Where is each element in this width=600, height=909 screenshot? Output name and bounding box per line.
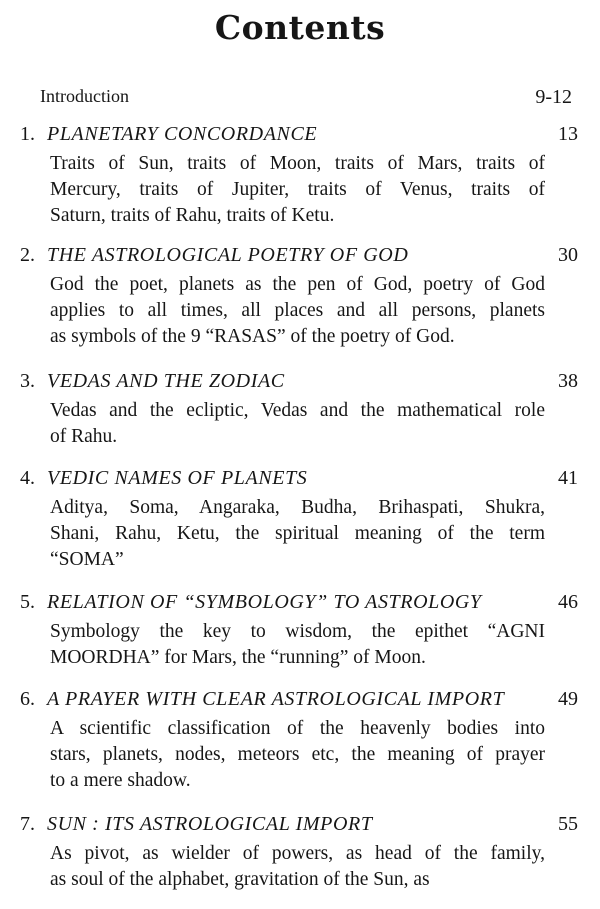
description-line: Shani, Rahu, Ketu, the spiritual meaning of the term — [50, 523, 545, 544]
page-title: Contents — [214, 8, 386, 47]
entry-number: 6. — [20, 688, 35, 710]
entry-page: 41 — [558, 467, 578, 489]
entry-description — [50, 151, 545, 229]
description-line: as soul of the alphabet, gravitation of the Sun, as — [50, 869, 430, 890]
introduction-label: Introduction — [40, 86, 129, 106]
entry-description — [50, 495, 545, 573]
entry-description — [50, 272, 545, 350]
entry-title: SUN : ITS ASTROLOGICAL IMPORT — [47, 813, 373, 835]
entry-number: 4. — [20, 467, 35, 489]
entry-title: VEDIC NAMES OF PLANETS — [47, 467, 308, 489]
description-line: As pivot, as wielder of powers, as head of the family, — [50, 843, 545, 864]
entry-number: 1. — [20, 123, 35, 145]
entry-description — [50, 716, 545, 794]
entry-description — [50, 841, 545, 893]
description-line: MOORDHA” for Mars, the “running” of Moon. — [50, 647, 426, 668]
description-line: Symbology the key to wisdom, the epithet “AGNI — [50, 621, 545, 642]
description-line: A scientific classification of the heavenly bodies into — [50, 718, 545, 739]
entry-page: 38 — [558, 370, 578, 392]
entry-page: 13 — [558, 123, 578, 145]
description-line: to a mere shadow. — [50, 770, 191, 791]
entry-page: 49 — [558, 688, 578, 710]
entry-number: 3. — [20, 370, 35, 392]
entry-page: 46 — [558, 591, 578, 613]
entry-title: A PRAYER WITH CLEAR ASTROLOGICAL IMPORT — [47, 688, 505, 710]
description-line: God the poet, planets as the pen of God, poetry of God — [50, 274, 545, 295]
description-line: as symbols of the 9 “RASAS” of the poetry of God. — [50, 326, 455, 347]
entry-description — [50, 398, 545, 450]
entry-title: RELATION OF “SYMBOLOGY” TO ASTROLOGY — [47, 591, 482, 613]
entry-number: 2. — [20, 244, 35, 266]
description-line: Vedas and the ecliptic, Vedas and the mathematical role — [50, 400, 545, 421]
entry-number: 7. — [20, 813, 35, 835]
entry-page: 55 — [558, 813, 578, 835]
entry-description — [50, 619, 545, 671]
description-line: Mercury, traits of Jupiter, traits of Venus, traits of — [50, 179, 545, 200]
description-line: Aditya, Soma, Angaraka, Budha, Brihaspati, Shukra, — [50, 497, 545, 518]
entry-title: THE ASTROLOGICAL POETRY OF GOD — [47, 244, 409, 266]
introduction-page: 9-12 — [535, 86, 572, 108]
entry-title: VEDAS AND THE ZODIAC — [47, 370, 285, 392]
description-line: of Rahu. — [50, 426, 118, 447]
entry-title: PLANETARY CONCORDANCE — [47, 123, 318, 145]
description-line: Traits of Sun, traits of Moon, traits of Mars, traits of — [50, 153, 545, 174]
description-line: applies to all times, all places and all persons, planets — [50, 300, 545, 321]
description-line: stars, planets, nodes, meteors etc, the meaning of prayer — [50, 744, 545, 765]
description-line: Saturn, traits of Rahu, traits of Ketu. — [50, 205, 335, 226]
description-line: “SOMA” — [50, 549, 124, 570]
entry-number: 5. — [20, 591, 35, 613]
entry-page: 30 — [558, 244, 578, 266]
